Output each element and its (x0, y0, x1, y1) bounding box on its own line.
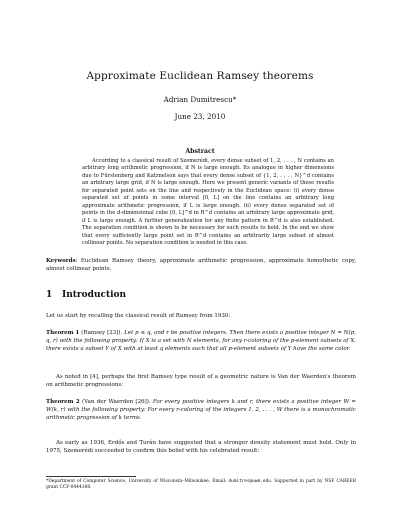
footnote-rule (46, 476, 136, 477)
keywords-label: Keywords (46, 258, 76, 264)
theorem-1-reference: (Ramsey [23]). (79, 330, 125, 336)
footnote-affiliation: *Department of Computer Science, University of Wisconsin–Milwaukee, Email: (46, 479, 229, 484)
paper-title: Approximate Euclidean Ramsey theorems (86, 70, 314, 82)
theorem-1 (46, 329, 356, 353)
theorem-1-heading: Theorem 1 (46, 330, 80, 336)
footnote (46, 479, 356, 491)
keywords-text: : Euclidean Ramsey theory, approximate arithmetic progression, approximate homothetic copy, almost collinear points. (46, 258, 356, 272)
paper-author: Adrian Dumitrescu* (163, 95, 237, 104)
section-number: 1 (46, 290, 53, 300)
theorem-2-heading: Theorem 2 (46, 399, 80, 405)
section-heading (46, 290, 356, 300)
intro-paragraph: Let us start by recalling the classical result of Ramsey from 1930: (46, 313, 231, 319)
keywords (46, 257, 356, 273)
theorem-2 (46, 398, 356, 422)
paragraph-3: As early as 1936, Erdős and Turán have suggested that a stronger density statement must hold. Only in 1975, Szemerédi succeeded to confirm this belief with his celebrated result: (46, 440, 356, 455)
abstract-text: According to a classical result of Szemerédi, every dense subset of 1, 2, . . . , N contains an arbitrary long arithmetic progression, if N is large enough. Its analogue in higher dimensions due to Fürstenberg and Katznelson says that every dense subset of {1, 2, . . . , N}^d contains an arbitrary large grid, if N is large enough. Here we present generic variants of these results for separated point sets on the line and respectively in the Euclidean space: (i) every dense separated set of points in some interval [0, L] on the line contains an arbitrary long approximate arithmetic progression, if L is large enough. (ii) every dense separated set of points in the d-dimensional cube [0, L]^d in R^d contains an arbitrary large approximate grid, if L is large enough. A further generalization for any finite pattern in R^d is also established. The separation condition is shown to be necessary for such results to hold. In the end we show that every sufficiently large point set in R^d contains an arbitrarily large subset of almost collinear points. No separation condition is needed in this case. (82, 158, 334, 246)
abstract-heading: Abstract (185, 148, 215, 155)
footnote-email[interactable]: dumitres@uwm.edu (228, 479, 271, 484)
theorem-1-statement: Let p ≤ q, and r be positive integers. Then there exists a positive integer N = N(p, q, r) with the following property: If X is a set with N elements, for any r-coloring of the p-element subsets of X, there exists a subset Y of X with at least q elements such that all p-element subsets of Y have the same color. (46, 330, 357, 353)
theorem-2-reference: (Van der Waerden [26]). (79, 399, 153, 405)
paper-date: June 23, 2010 (174, 112, 226, 121)
paragraph-2: As noted in [4], perhaps the first Ramsey type result of a geometric nature is Van der Waerden's theorem on arithmetic progressions: (46, 374, 356, 389)
footnote-support: . Supported in part by NSF CAREER grant CCF-0444188. (46, 479, 356, 491)
theorem-2-statement: For every positive integers k and r, there exists a positive integer W = W(k, r) with the following property: For every r-coloring of the integers 1, 2, . . . , W there is a monochromatic arithmetic progression of k terms. (46, 399, 357, 422)
section-title: Introduction (62, 290, 127, 300)
